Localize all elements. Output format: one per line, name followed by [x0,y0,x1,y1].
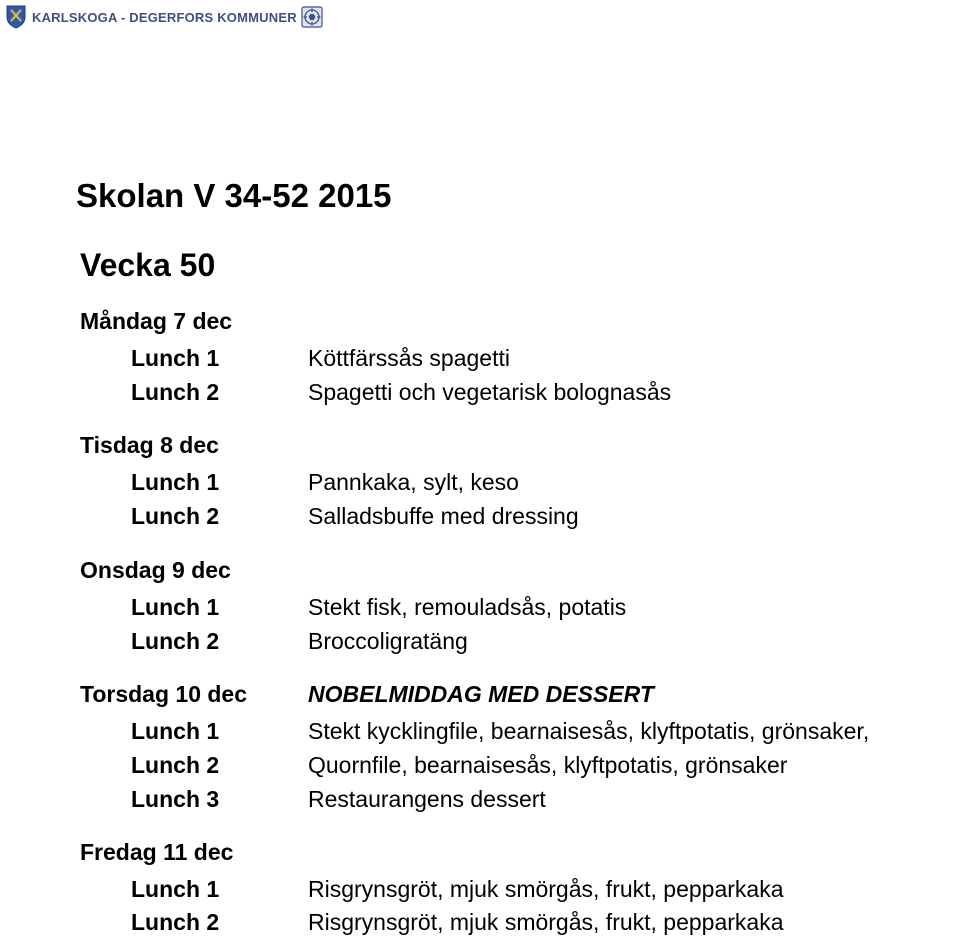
lunch-label: Lunch 2 [131,628,220,654]
lunch-label: Lunch 1 [131,876,220,902]
lunch-label: Lunch 3 [131,786,220,812]
day-heading-friday: Fredag 11 dec [80,839,234,865]
org-name: KARLSKOGA - DEGERFORS KOMMUNER [32,9,297,25]
lunch-label: Lunch 1 [131,469,220,495]
page-header [6,4,323,30]
page-title: Skolan V 34-52 2015 [76,177,392,214]
dish-text: Broccoligratäng [308,628,468,654]
degerfors-seal-icon [301,6,323,28]
special-note: NOBELMIDDAG MED DESSERT [308,681,654,707]
karlskoga-crest-icon [6,5,26,29]
dish-text: Spagetti och vegetarisk bolognasås [308,379,672,405]
dish-text: Stekt fisk, remouladsås, potatis [308,594,627,620]
dish-text: Pannkaka, sylt, keso [308,469,519,495]
lunch-label: Lunch 1 [131,345,220,371]
lunch-label: Lunch 2 [131,752,220,778]
day-heading-wednesday: Onsdag 9 dec [80,557,231,583]
dish-text: Restaurangens dessert [308,786,546,812]
dish-text: Stekt kycklingfile, bearnaisesås, klyftpotatis, grönsaker, [308,718,870,744]
lunch-label: Lunch 2 [131,379,220,405]
dish-text: Risgrynsgröt, mjuk smörgås, frukt, pepparkaka [308,909,784,935]
day-heading-thursday: Torsdag 10 dec [80,681,248,707]
lunch-label: Lunch 2 [131,503,220,529]
dish-text: Risgrynsgröt, mjuk smörgås, frukt, pepparkaka [308,876,784,902]
lunch-label: Lunch 1 [131,594,220,620]
dish-text: Salladsbuffe med dressing [308,503,579,529]
day-heading-tuesday: Tisdag 8 dec [80,432,219,458]
dish-text: Quornfile, bearnaisesås, klyftpotatis, grönsaker [308,752,788,778]
lunch-label: Lunch 2 [131,909,220,935]
lunch-label: Lunch 1 [131,718,220,744]
day-heading-monday: Måndag 7 dec [80,308,233,334]
week-heading: Vecka 50 [80,247,216,283]
dish-text: Köttfärssås spagetti [308,345,510,371]
